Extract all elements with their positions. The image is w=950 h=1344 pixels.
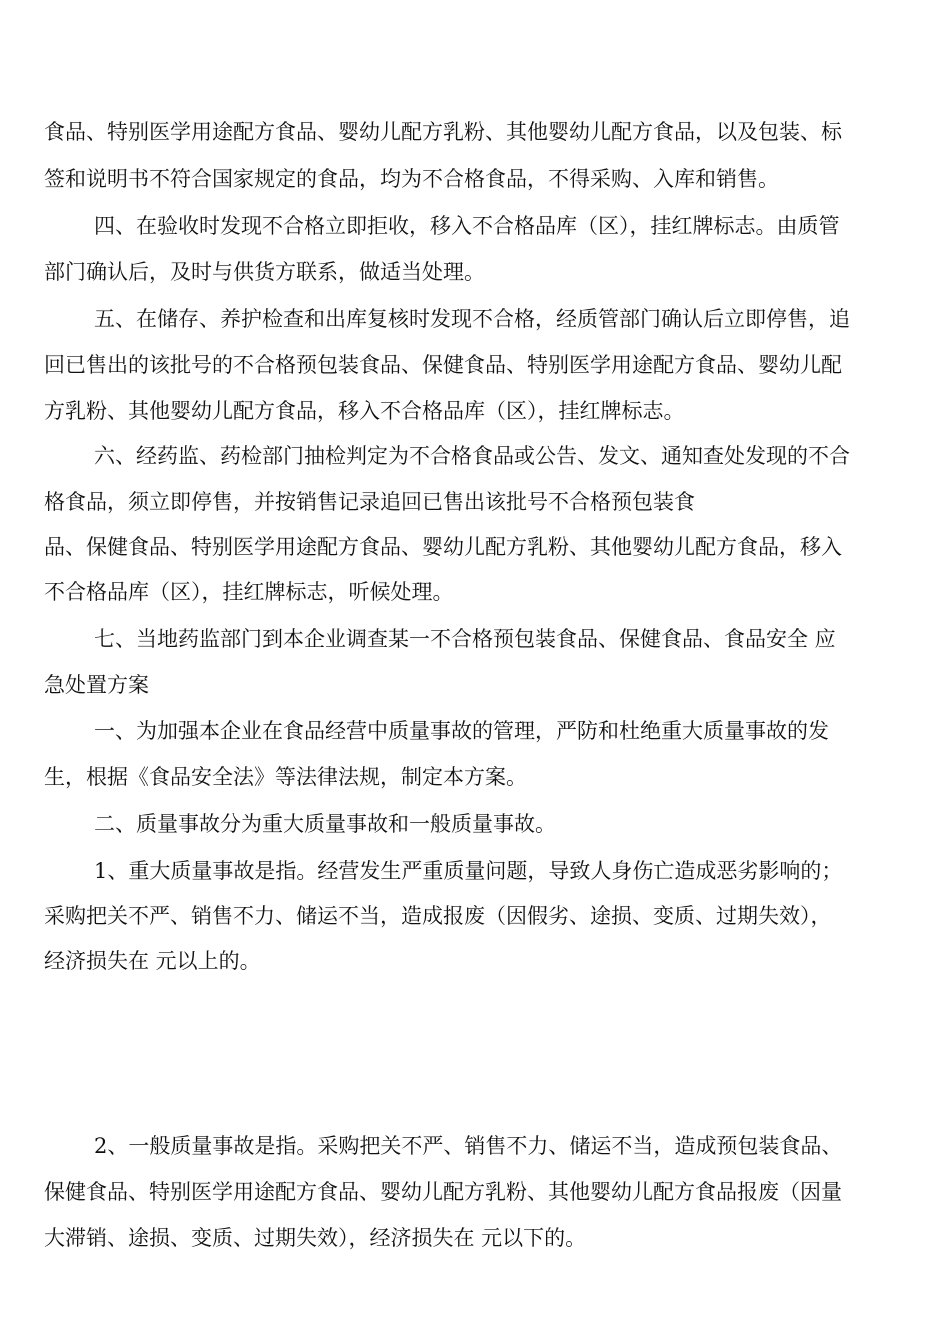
text-line: 签和说明书不符合国家规定的食品，均为不合格食品，不得采购、入库和销售。 xyxy=(44,167,779,191)
text-line: 部门确认后，及时与供货方联系，做适当处理。 xyxy=(44,260,485,284)
text-line: 方乳粉、其他婴幼儿配方食品，移入不合格品库（区），挂红牌标志。 xyxy=(44,399,685,423)
paragraph-start-line: 七、当地药监部门到本企业调查某一不合格预包装食品、保健食品、食品安全 应 xyxy=(94,627,836,651)
paragraph-start-line: 五、在储存、养护检查和出库复核时发现不合格，经质管部门确认后立即停售，追 xyxy=(94,307,850,331)
paragraph-start-line: 六、经药监、药检部门抽检判定为不合格食品或公告、发文、通知查处发现的不合 xyxy=(94,444,850,468)
text-line: 生，根据《食品安全法》等法律法规，制定本方案。 xyxy=(44,765,527,789)
paragraph-start-line: 2、一般质量事故是指。采购把关不严、销售不力、储运不当，造成预包装食品、 xyxy=(94,1134,843,1158)
paragraph-start-line: 1、重大质量事故是指。经营发生严重质量问题，导致人身伤亡造成恶劣影响的； xyxy=(94,859,843,883)
text-line: 品、保健食品、特别医学用途配方食品、婴幼儿配方乳粉、其他婴幼儿配方食品，移入 xyxy=(44,535,842,559)
text-line: 格食品，须立即停售，并按销售记录追回已售出该批号不合格预包装食 xyxy=(44,490,695,514)
text-line: 大滞销、途损、变质、过期失效），经济损失在 元以下的。 xyxy=(44,1226,587,1250)
text-line: 不合格品库（区），挂红牌标志，听候处理。 xyxy=(44,580,454,604)
paragraph-start-line: 一、为加强本企业在食品经营中质量事故的管理，严防和杜绝重大质量事故的发 xyxy=(94,719,829,743)
text-line: 回已售出的该批号的不合格预包装食品、保健食品、特别医学用途配方食品、婴幼儿配 xyxy=(44,353,842,377)
text-line: 经济损失在 元以上的。 xyxy=(44,949,261,973)
paragraph-start-line: 二、质量事故分为重大质量事故和一般质量事故。 xyxy=(94,812,556,836)
text-line: 急处置方案 xyxy=(44,673,149,697)
text-line: 采购把关不严、销售不力、储运不当，造成报废（因假劣、途损、变质、过期失效）， xyxy=(44,904,832,928)
text-line: 保健食品、特别医学用途配方食品、婴幼儿配方乳粉、其他婴幼儿配方食品报废（因量 xyxy=(44,1180,842,1204)
paragraph-start-line: 四、在验收时发现不合格立即拒收，移入不合格品库（区），挂红牌标志。由质管 xyxy=(94,214,840,238)
text-line: 食品、特别医学用途配方食品、婴幼儿配方乳粉、其他婴幼儿配方食品，以及包装、标 xyxy=(44,120,842,144)
